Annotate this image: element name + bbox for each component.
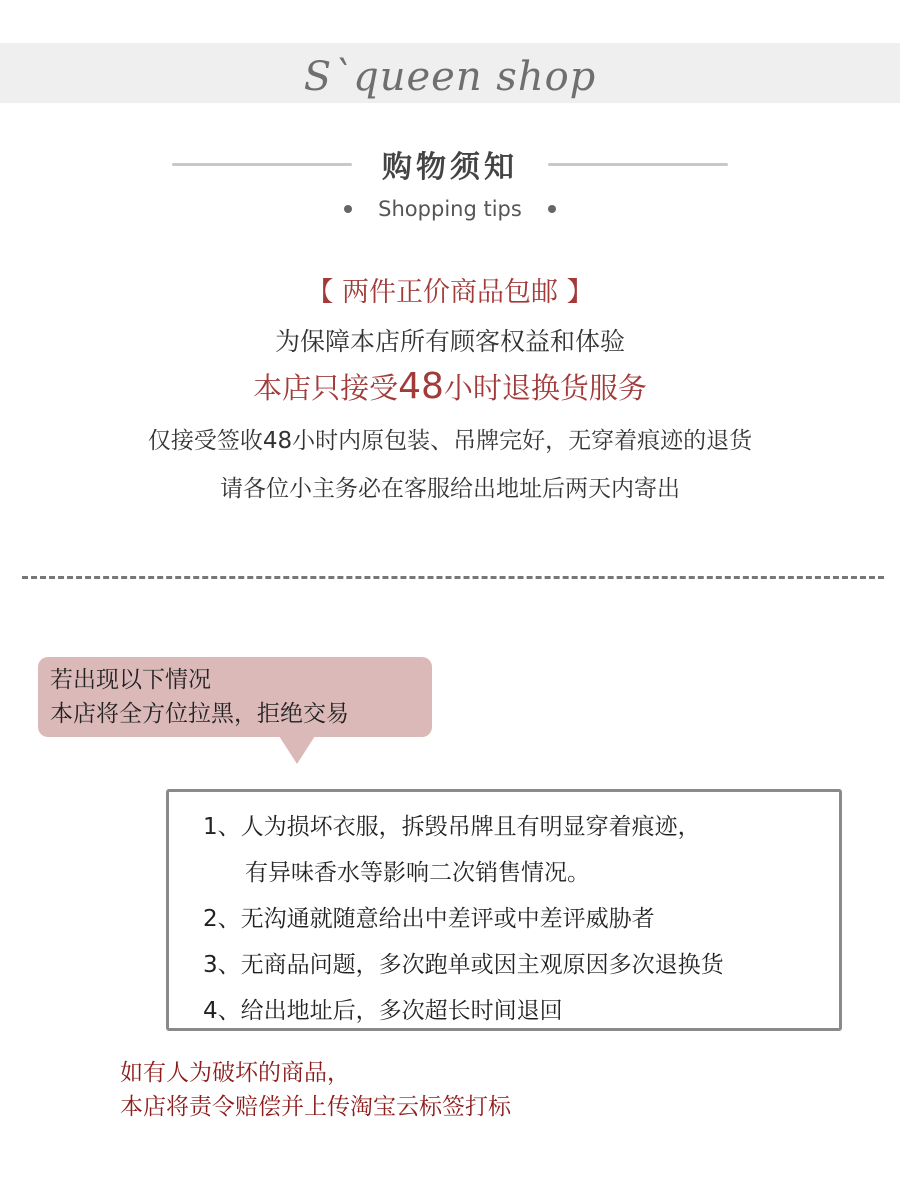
- dashed-divider: [22, 576, 884, 579]
- rule-item: 3、无商品问题，多次跑单或因主观原因多次退换货: [203, 952, 724, 978]
- rule-item: 4、给出地址后，多次超长时间退回: [203, 998, 563, 1024]
- warning-line-1: 如有人为破坏的商品，: [120, 1060, 350, 1086]
- section-title: [0, 140, 900, 188]
- title-chinese: 购物须知: [382, 150, 518, 185]
- rule-item: 2、无沟通就随意给出中差评或中差评威胁者: [203, 906, 655, 932]
- section-subtitle: [0, 192, 900, 226]
- notice-line-2-post: 小时退换货服务: [443, 371, 647, 405]
- notice-line-4: 请各位小主务必在客服给出地址后两天内寄出: [220, 476, 680, 502]
- notice-line-2-pre: 本店只接受: [253, 371, 399, 405]
- callout-tail: [279, 736, 315, 764]
- shop-logo: S`queen shop: [303, 54, 597, 100]
- notice-hours: 48: [398, 366, 444, 407]
- subtitle-english: Shopping tips: [378, 197, 522, 221]
- damage-warning: [120, 1056, 511, 1124]
- free-shipping-headline: 【 两件正价商品包邮 】: [306, 277, 594, 308]
- callout-line-1: 若出现以下情况: [50, 667, 211, 693]
- warning-line-2: 本店将责令赔偿并上传淘宝云标签打标: [120, 1094, 511, 1120]
- rules-list: [166, 789, 842, 1031]
- bullet-dot-icon: [344, 205, 352, 213]
- bullet-dot-icon: [548, 205, 556, 213]
- callout-line-2: 本店将全方位拉黑，拒绝交易: [50, 701, 349, 727]
- title-rule-right: [548, 163, 728, 166]
- rule-item: 1、人为损坏衣服，拆毁吊牌且有明显穿着痕迹，: [203, 814, 701, 840]
- notice-line-2: [0, 366, 900, 407]
- blacklist-callout: [38, 657, 432, 737]
- shop-banner: [0, 43, 900, 103]
- notice-line-3: 仅接受签收48小时内原包装、吊牌完好，无穿着痕迹的退货: [147, 428, 753, 454]
- rule-item-continuation: 有异味香水等影响二次销售情况。: [245, 860, 590, 886]
- notice-line-1: 为保障本店所有顾客权益和体验: [274, 327, 625, 356]
- title-rule-left: [172, 163, 352, 166]
